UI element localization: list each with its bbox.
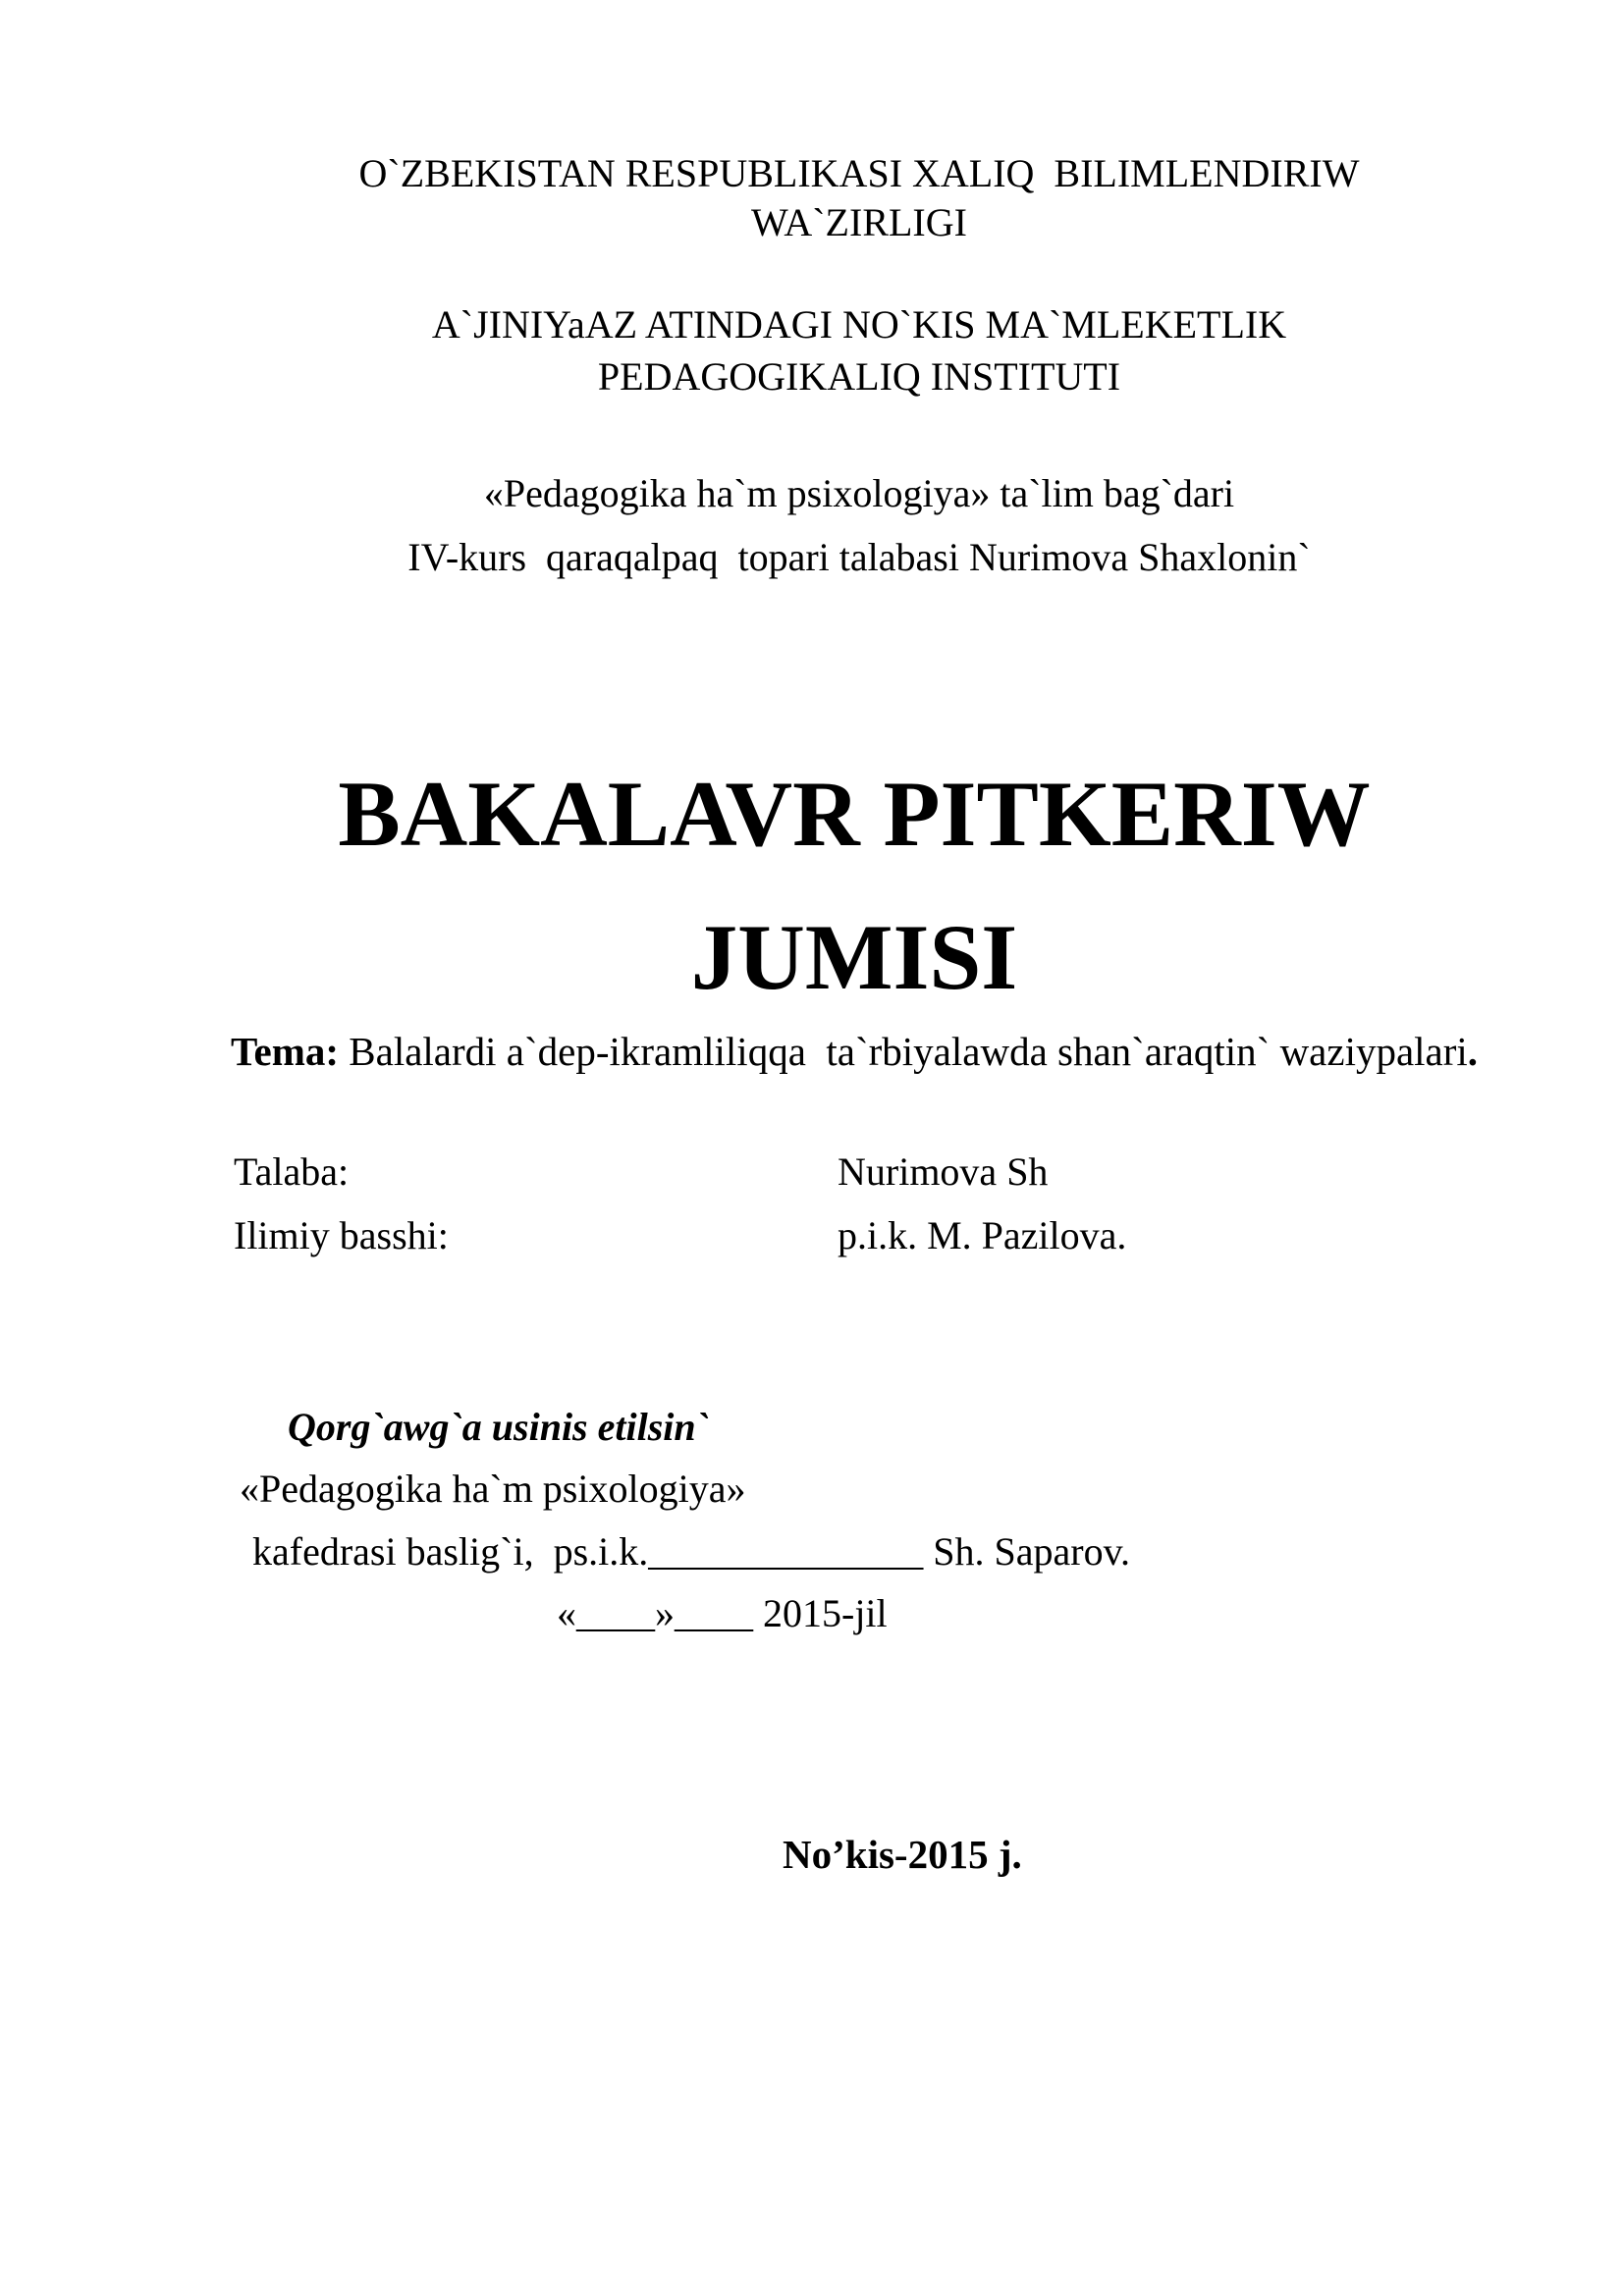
field-row-talaba (234, 1148, 1510, 1196)
student-line: IV-kurs qaraqalpaq topari talabasi Nurimova Shaxlonin` (407, 535, 1311, 579)
approval-department: «Pedagogika ha`m psixologiya» (240, 1467, 746, 1511)
talaba-label: Talaba: (234, 1149, 350, 1194)
ministry-line-1: O`ZBEKISTAN RESPUBLIKASI XALIQ BILIMLENDIRIW (358, 151, 1360, 195)
institute-heading (234, 298, 1485, 402)
approval-head-prefix: kafedrasi baslig`i, ps.i.k. (252, 1529, 649, 1574)
ilimiy-basshi-label: Ilimiy basshi: (234, 1213, 449, 1257)
tema-label: Tema: (230, 1029, 340, 1074)
program-student-block (234, 461, 1485, 589)
tema-line (118, 1027, 1591, 1076)
program-line: «Pedagogika ha`m psixologiya» ta`lim bag`dari (483, 471, 1235, 515)
ilimiy-basshi-value: p.i.k. M. Pazilova. (838, 1213, 1127, 1257)
main-title (118, 742, 1591, 1029)
approval-date-line: «____»____ 2015-jil (557, 1591, 888, 1635)
approval-head-name: Sh. Saparov. (923, 1529, 1130, 1574)
approval-head-line (252, 1528, 1130, 1575)
tema-text: Balalardi a`dep-ikramliliqqa ta`rbiyalawda shan`araqtin` waziypalari (339, 1029, 1468, 1074)
ministry-line-2: WA`ZIRLIGI (751, 200, 967, 244)
institute-line-1: A`JINIYaAZ ATINDAGI NO`KIS MA`MLEKETLIK (431, 302, 1287, 347)
talaba-value: Nurimova Sh (838, 1149, 1049, 1194)
approval-heading: Qorg`awg`a usinis etilsin` (288, 1405, 709, 1449)
signature-blank-line: ______________ (648, 1529, 924, 1574)
main-title-line-2: JUMISI (690, 905, 1018, 1009)
field-row-ilimiy-basshi (234, 1212, 1510, 1259)
city-year-line: No’kis-2015 j. (783, 1832, 1022, 1877)
tema-terminator: . (1467, 1029, 1479, 1074)
main-title-line-1: BAKALAVR PITKERIW (338, 762, 1371, 866)
ministry-heading (234, 149, 1485, 247)
institute-line-2: PEDAGOGIKALIQ INSTITUTI (597, 354, 1121, 399)
